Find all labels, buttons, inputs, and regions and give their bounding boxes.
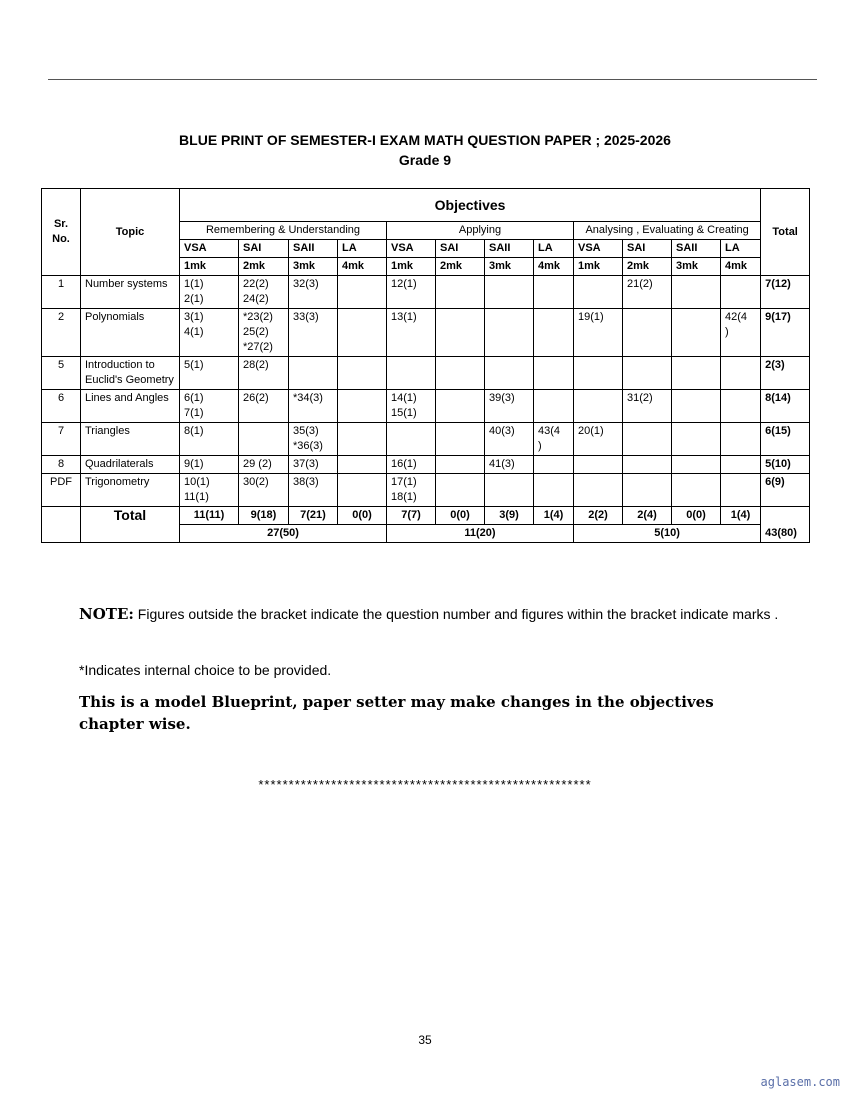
- question-cell: *23(2) 25(2) *27(2): [239, 309, 289, 357]
- question-cell: 30(2): [239, 474, 289, 507]
- question-cell: [338, 456, 387, 474]
- marks-header: 1mk: [180, 258, 239, 276]
- note-label: NOTE:: [79, 605, 134, 623]
- question-cell: 20(1): [574, 423, 623, 456]
- question-cell: 13(1): [387, 309, 436, 357]
- row-total-cell: 6(9): [761, 474, 810, 507]
- question-cell: 14(1) 15(1): [387, 390, 436, 423]
- question-cell: [574, 390, 623, 423]
- question-cell: 6(1) 7(1): [180, 390, 239, 423]
- question-cell: [436, 474, 485, 507]
- row-total-cell: 5(10): [761, 456, 810, 474]
- column-total-cell: 3(9): [485, 507, 534, 525]
- question-cell: [338, 309, 387, 357]
- question-cell: [721, 276, 761, 309]
- question-cell: [338, 474, 387, 507]
- question-cell: [534, 456, 574, 474]
- group-total-cell: 5(10): [574, 525, 761, 543]
- question-cell: [534, 276, 574, 309]
- column-total-cell: 2(2): [574, 507, 623, 525]
- question-cell: [534, 309, 574, 357]
- table-row: [42, 423, 810, 456]
- star-divider: *******************************************************: [258, 777, 592, 792]
- question-cell: [574, 456, 623, 474]
- question-cell: 26(2): [239, 390, 289, 423]
- table-row: [42, 276, 810, 309]
- question-cell: [239, 423, 289, 456]
- question-cell: [387, 423, 436, 456]
- table-row: [42, 474, 810, 507]
- group-header: Analysing , Evaluating & Creating: [574, 222, 761, 240]
- question-cell: 40(3): [485, 423, 534, 456]
- marks-header: 3mk: [672, 258, 721, 276]
- sr-no-cell: 7: [42, 423, 81, 456]
- topic-header: Topic: [81, 189, 180, 276]
- topic-cell: Number systems: [81, 276, 180, 309]
- column-total-cell: 0(0): [436, 507, 485, 525]
- marks-header: 3mk: [485, 258, 534, 276]
- totals-row: [42, 507, 810, 525]
- sr-no-cell: 1: [42, 276, 81, 309]
- group-header: Applying: [387, 222, 574, 240]
- question-cell: 22(2) 24(2): [239, 276, 289, 309]
- row-total-cell: 2(3): [761, 357, 810, 390]
- column-total-cell: 1(4): [721, 507, 761, 525]
- sr-no-cell: 8: [42, 456, 81, 474]
- question-cell: [485, 276, 534, 309]
- totals-blank-cell: [42, 507, 81, 543]
- marks-header: 2mk: [436, 258, 485, 276]
- question-type-header: LA: [534, 240, 574, 258]
- question-type-header: VSA: [387, 240, 436, 258]
- totals-label: Total: [81, 507, 180, 543]
- question-cell: 21(2): [623, 276, 672, 309]
- question-cell: [672, 390, 721, 423]
- group-total-cell: 27(50): [180, 525, 387, 543]
- question-cell: *34(3): [289, 390, 338, 423]
- question-cell: [721, 390, 761, 423]
- question-cell: 38(3): [289, 474, 338, 507]
- table-row: [42, 456, 810, 474]
- question-cell: [436, 276, 485, 309]
- question-cell: [436, 309, 485, 357]
- sr-no-cell: PDF: [42, 474, 81, 507]
- objectives-header: Objectives: [180, 189, 761, 222]
- marks-header: 2mk: [239, 258, 289, 276]
- question-cell: [289, 357, 338, 390]
- column-total-cell: 0(0): [672, 507, 721, 525]
- question-type-header: VSA: [180, 240, 239, 258]
- document-subtitle: Grade 9: [398, 152, 452, 168]
- marks-header: 4mk: [338, 258, 387, 276]
- question-type-header: SAI: [436, 240, 485, 258]
- column-total-cell: 11(11): [180, 507, 239, 525]
- sr-no-cell: 6: [42, 390, 81, 423]
- question-cell: [623, 474, 672, 507]
- question-cell: [338, 390, 387, 423]
- marks-header: 4mk: [721, 258, 761, 276]
- column-total-cell: 2(4): [623, 507, 672, 525]
- question-cell: [574, 357, 623, 390]
- row-total-cell: 9(17): [761, 309, 810, 357]
- question-type-header: VSA: [574, 240, 623, 258]
- question-cell: 41(3): [485, 456, 534, 474]
- marks-header: 1mk: [387, 258, 436, 276]
- column-total-cell: 7(7): [387, 507, 436, 525]
- page-number: 35: [418, 1033, 432, 1047]
- question-type-header: LA: [721, 240, 761, 258]
- question-cell: [672, 276, 721, 309]
- sr-no-cell: 2: [42, 309, 81, 357]
- question-cell: 42(4 ): [721, 309, 761, 357]
- choice-note: *Indicates internal choice to be provided.: [79, 662, 332, 678]
- topic-cell: Lines and Angles: [81, 390, 180, 423]
- question-cell: [623, 456, 672, 474]
- question-cell: [436, 357, 485, 390]
- question-cell: 10(1) 11(1): [180, 474, 239, 507]
- question-cell: [534, 357, 574, 390]
- column-total-cell: 1(4): [534, 507, 574, 525]
- table-row: [42, 309, 810, 357]
- blueprint-table: [41, 188, 810, 543]
- row-total-cell: 7(12): [761, 276, 810, 309]
- question-cell: [436, 456, 485, 474]
- question-cell: 1(1) 2(1): [180, 276, 239, 309]
- document-title: BLUE PRINT OF SEMESTER-I EXAM MATH QUESTION PAPER ; 2025-2026: [179, 132, 671, 148]
- table-row: [42, 390, 810, 423]
- grand-total-cell: 43(80): [761, 507, 810, 543]
- note-paragraph: [79, 603, 779, 625]
- question-cell: [485, 357, 534, 390]
- question-cell: 28(2): [239, 357, 289, 390]
- question-cell: [338, 357, 387, 390]
- question-cell: 8(1): [180, 423, 239, 456]
- question-cell: 17(1) 18(1): [387, 474, 436, 507]
- watermark: aglasem.com: [760, 1075, 840, 1089]
- question-cell: 33(3): [289, 309, 338, 357]
- topic-cell: Triangles: [81, 423, 180, 456]
- topic-cell: Introduction to Euclid's Geometry: [81, 357, 180, 390]
- question-cell: [672, 474, 721, 507]
- note-text: Figures outside the bracket indicate the question number and figures within the bracket indicate marks .: [133, 606, 779, 622]
- question-cell: [721, 423, 761, 456]
- question-cell: 31(2): [623, 390, 672, 423]
- question-cell: 37(3): [289, 456, 338, 474]
- column-total-cell: 9(18): [239, 507, 289, 525]
- sr-no-header: Sr. No.: [42, 189, 81, 276]
- question-cell: 43(4 ): [534, 423, 574, 456]
- topic-cell: Polynomials: [81, 309, 180, 357]
- row-total-cell: 8(14): [761, 390, 810, 423]
- model-blueprint-note: This is a model Blueprint, paper setter may make changes in the objectives chapter wise.: [79, 693, 714, 733]
- question-cell: 3(1) 4(1): [180, 309, 239, 357]
- column-total-cell: 0(0): [338, 507, 387, 525]
- question-type-header: SAII: [485, 240, 534, 258]
- total-header: Total: [761, 189, 810, 276]
- marks-header: 2mk: [623, 258, 672, 276]
- question-cell: [338, 276, 387, 309]
- question-cell: [574, 474, 623, 507]
- row-total-cell: 6(15): [761, 423, 810, 456]
- topic-cell: Quadrilaterals: [81, 456, 180, 474]
- question-cell: [672, 423, 721, 456]
- question-cell: [721, 456, 761, 474]
- column-total-cell: 7(21): [289, 507, 338, 525]
- marks-header: 3mk: [289, 258, 338, 276]
- group-total-cell: 11(20): [387, 525, 574, 543]
- question-cell: [623, 309, 672, 357]
- question-cell: 39(3): [485, 390, 534, 423]
- question-cell: 12(1): [387, 276, 436, 309]
- question-type-header: LA: [338, 240, 387, 258]
- marks-header: 4mk: [534, 258, 574, 276]
- question-type-header: SAI: [239, 240, 289, 258]
- topic-cell: Trigonometry: [81, 474, 180, 507]
- question-cell: 35(3) *36(3): [289, 423, 338, 456]
- question-cell: 32(3): [289, 276, 338, 309]
- header-row-1: [42, 189, 810, 222]
- group-header: Remembering & Understanding: [180, 222, 387, 240]
- question-cell: 16(1): [387, 456, 436, 474]
- question-cell: [485, 309, 534, 357]
- question-cell: [436, 423, 485, 456]
- question-cell: [485, 474, 534, 507]
- table-row: [42, 357, 810, 390]
- question-cell: 29 (2): [239, 456, 289, 474]
- question-cell: 19(1): [574, 309, 623, 357]
- question-cell: [672, 357, 721, 390]
- question-cell: [721, 474, 761, 507]
- question-cell: [672, 309, 721, 357]
- question-cell: [672, 456, 721, 474]
- question-type-header: SAII: [289, 240, 338, 258]
- question-cell: [338, 423, 387, 456]
- question-cell: [534, 390, 574, 423]
- question-cell: [534, 474, 574, 507]
- marks-header: 1mk: [574, 258, 623, 276]
- top-divider: [48, 79, 817, 80]
- question-cell: [623, 423, 672, 456]
- question-cell: [623, 357, 672, 390]
- sr-no-cell: 5: [42, 357, 81, 390]
- question-type-header: SAII: [672, 240, 721, 258]
- question-cell: [574, 276, 623, 309]
- question-type-header: SAI: [623, 240, 672, 258]
- question-cell: [436, 390, 485, 423]
- question-cell: 5(1): [180, 357, 239, 390]
- question-cell: [721, 357, 761, 390]
- question-cell: [387, 357, 436, 390]
- question-cell: 9(1): [180, 456, 239, 474]
